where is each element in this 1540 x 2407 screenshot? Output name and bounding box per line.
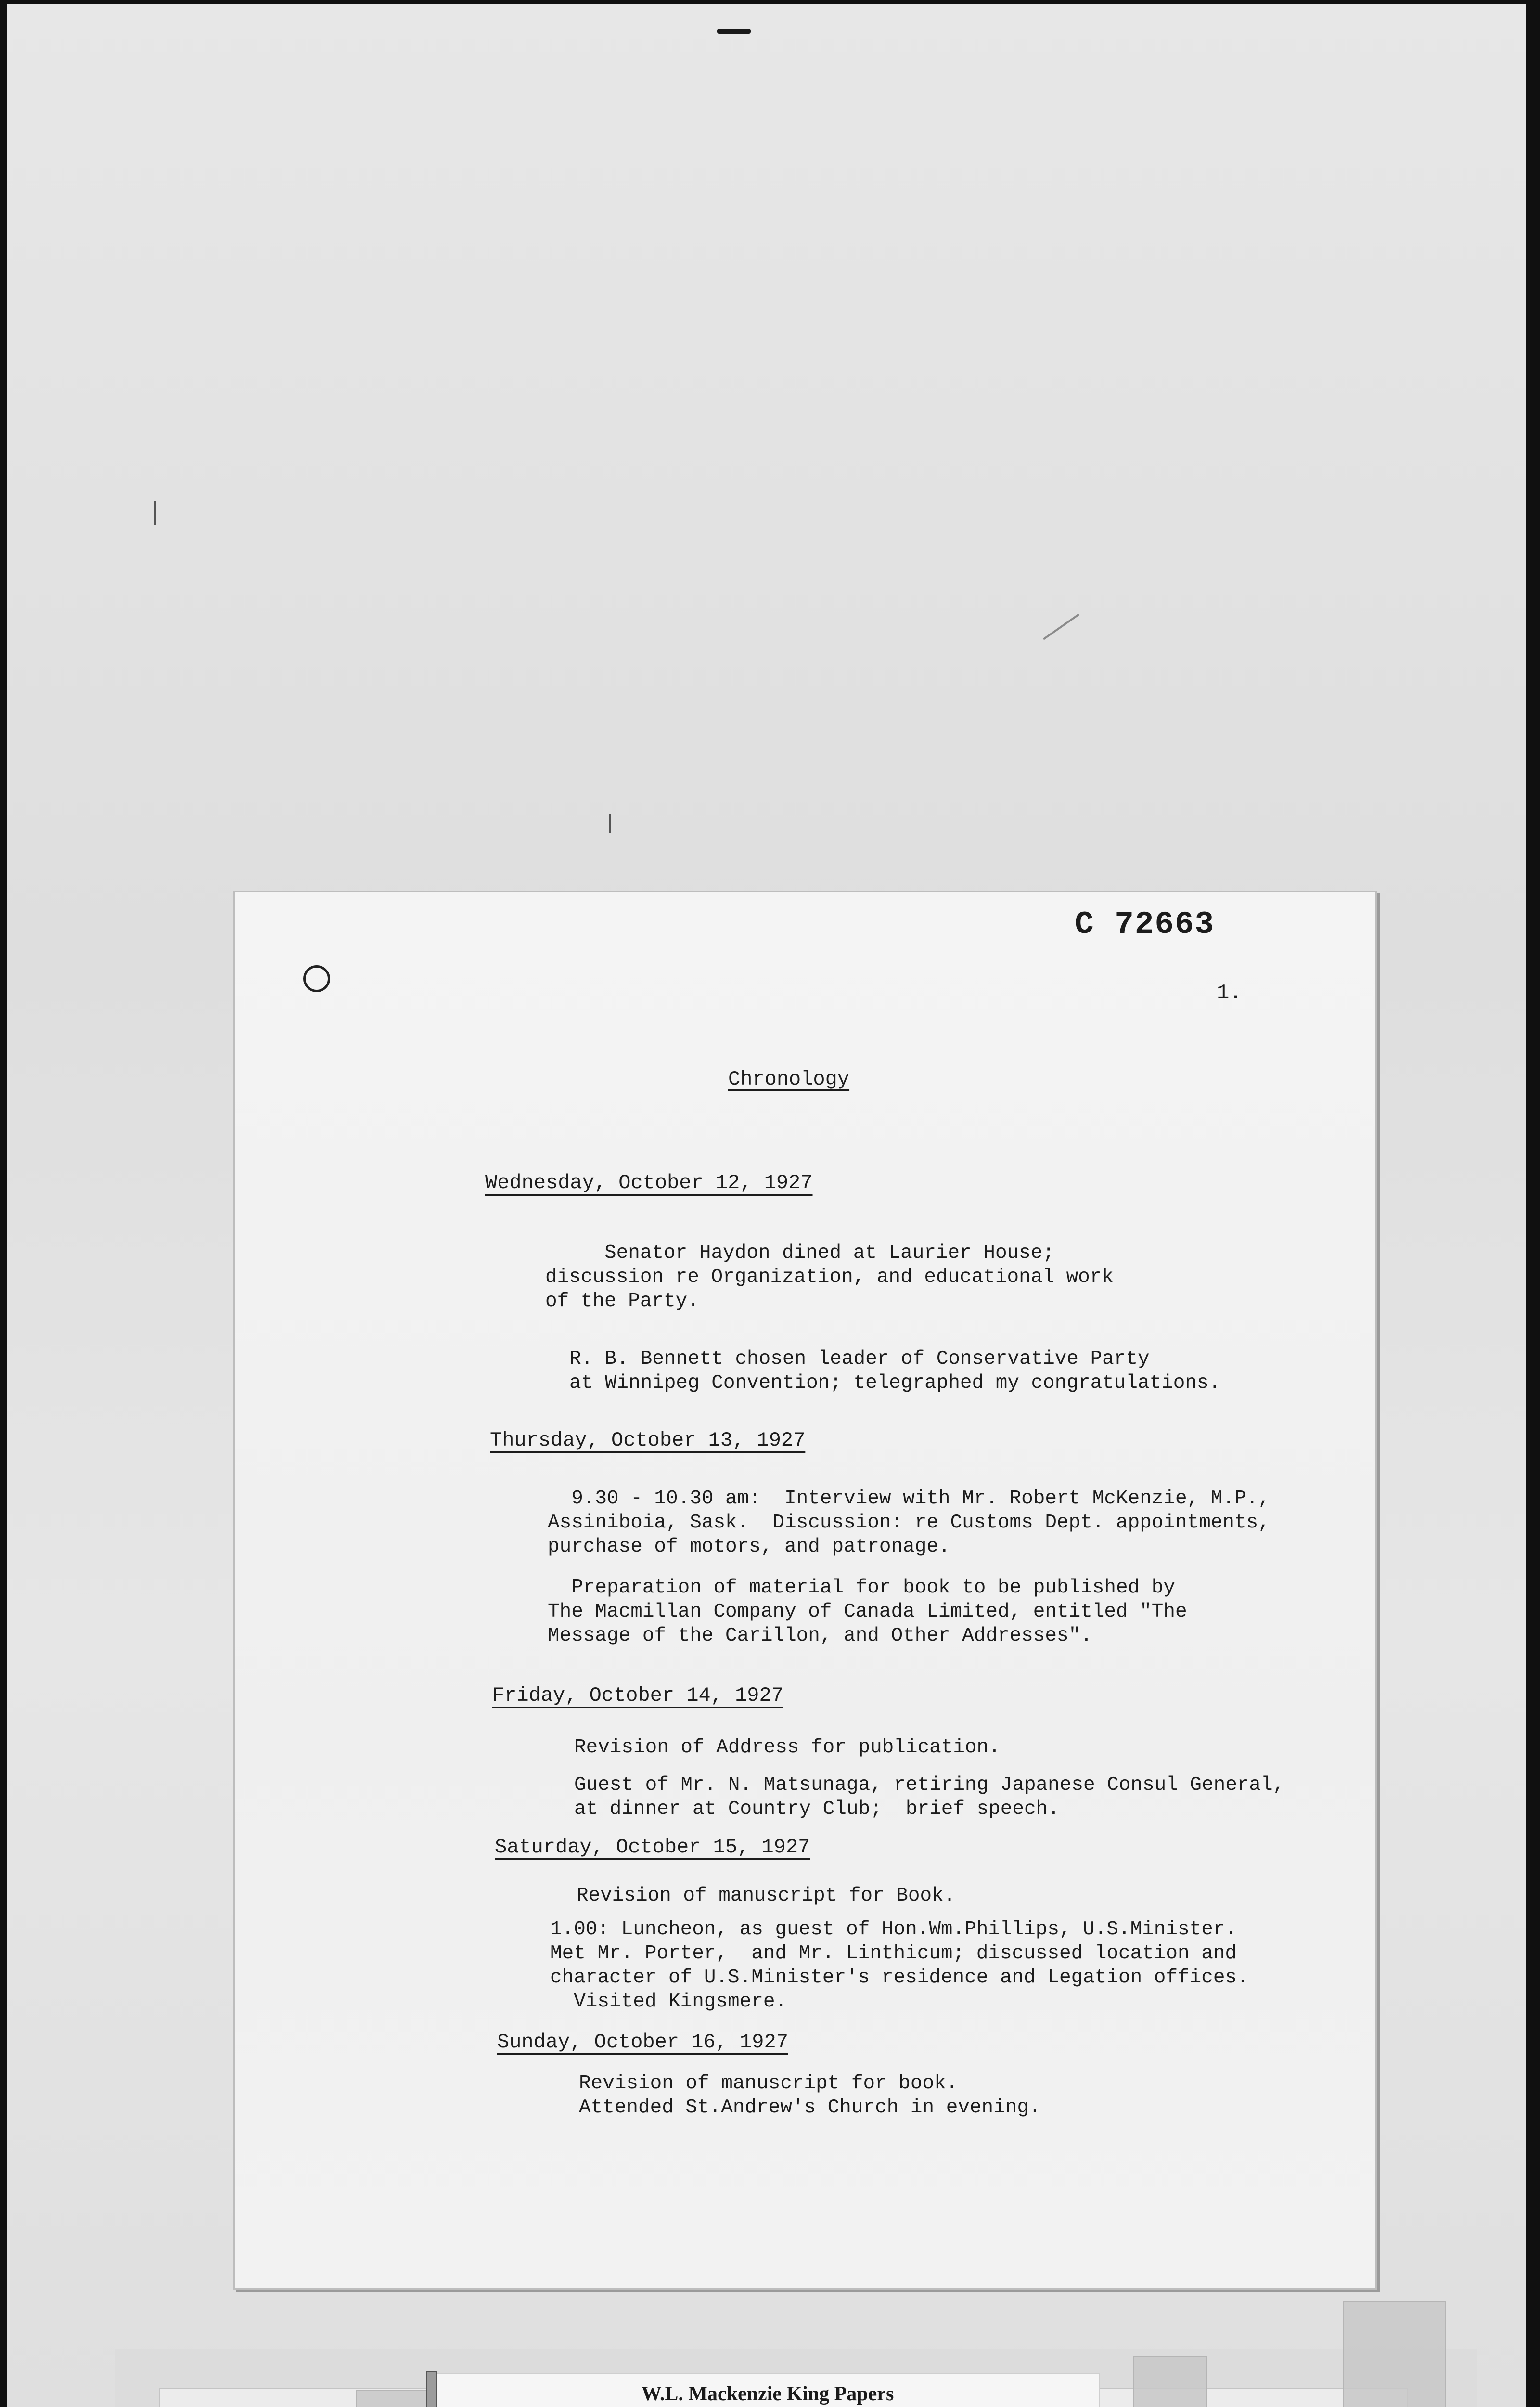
film-speck — [609, 814, 611, 833]
page-number: 1. — [1217, 981, 1242, 1005]
entry-date: Sunday, October 16, 1927 — [497, 2031, 788, 2054]
entry-paragraph: R. B. Bennett chosen leader of Conservative Party at Winnipeg Convention; telegraphed my congratulations. — [569, 1348, 1221, 1394]
tape-strip — [1133, 2356, 1207, 2407]
entry-paragraph: Revision of manuscript for book. Attended St.Andrew's Church in evening. — [579, 2072, 1041, 2119]
page-title: Chronology — [728, 1068, 850, 1091]
collection-name: W.L. Mackenzie King Papers — [641, 2383, 894, 2405]
entry-paragraph: Guest of Mr. N. Matsunaga, retiring Japanese Consul General, at dinner at Country Club; brief speech. — [574, 1774, 1285, 1820]
entry-paragraph: 1.00: Luncheon, as guest of Hon.Wm.Phillips, U.S.Minister. Met Mr. Porter, and Mr. Linthicum; discussed location and character of U.S.Minister's residence and Legation offices. Visited Kingsmere. — [550, 1918, 1249, 2013]
entry-paragraph: 9.30 - 10.30 am: Interview with Mr. Robert McKenzie, M.P., Assiniboia, Sask. Discussion: re Customs Dept. appointments, purchase of motors, and patronage. — [548, 1488, 1270, 1558]
film-frame-mark — [717, 29, 751, 34]
typed-page — [233, 891, 1377, 2290]
entry-paragraph: Preparation of material for book to be published by The Macmillan Company of Canada Limited, entitled "The Message of the Carillon, and Other Addresses". — [548, 1577, 1187, 1647]
collection-label — [436, 2373, 1100, 2407]
entry-paragraph: Revision of Address for publication. — [574, 1736, 1001, 1759]
entry-date: Saturday, October 15, 1927 — [495, 1836, 810, 1859]
reference-number: C 72663 — [1075, 906, 1215, 943]
tape-strip — [1343, 2301, 1446, 2407]
entry-date: Friday, October 14, 1927 — [492, 1684, 783, 1707]
paper-clip — [426, 2371, 437, 2407]
entry-date: Wednesday, October 12, 1927 — [485, 1171, 813, 1194]
entry-paragraph: Revision of manuscript for Book. — [577, 1885, 956, 1907]
entry-paragraph: Senator Haydon dined at Laurier House; discussion re Organization, and educational work of the Party. — [545, 1242, 1114, 1312]
entry-date: Thursday, October 13, 1927 — [490, 1429, 806, 1452]
punch-hole — [303, 965, 330, 992]
film-speck — [154, 501, 156, 525]
